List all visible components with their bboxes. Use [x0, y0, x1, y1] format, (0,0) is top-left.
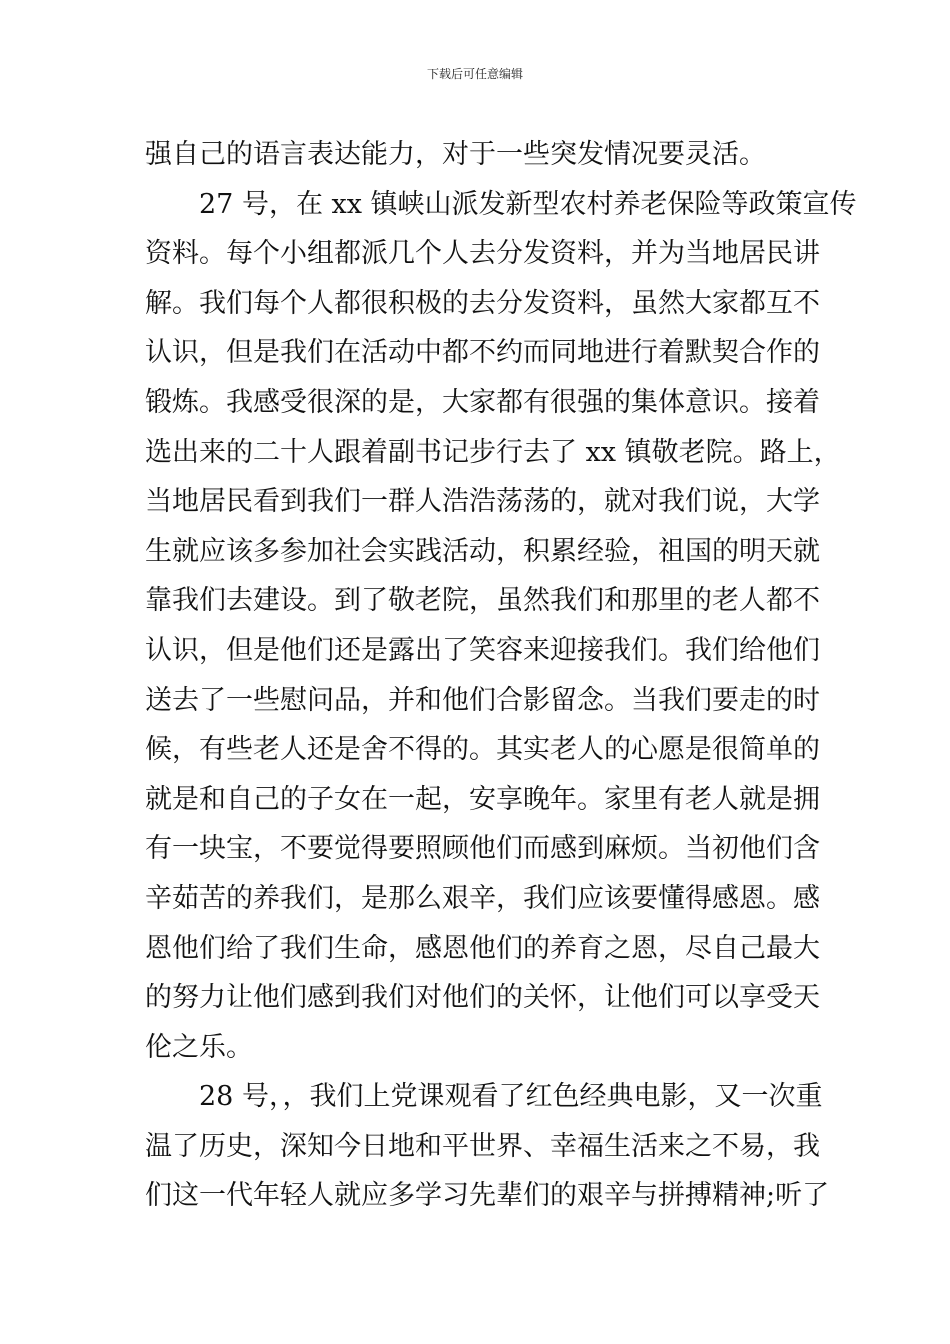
text-line: 生就应该多参加社会实践活动，积累经验，祖国的明天就	[145, 535, 820, 567]
text-line: 靠我们去建设。到了敬老院，虽然我们和那里的老人都不	[145, 585, 820, 617]
text-line: 选出来的二十人跟着副书记步行去了 xx 镇敬老院。路上，	[145, 436, 841, 468]
text-line: 当地居民看到我们一群人浩浩荡荡的，就对我们说，大学	[145, 486, 820, 518]
text-line: 辛茹苦的养我们，是那么艰辛，我们应该要懂得感恩。感	[145, 882, 820, 914]
text-line: 认识，但是我们在活动中都不约而同地进行着默契合作的	[145, 337, 820, 369]
text-line: 恩他们给了我们生命，感恩他们的养育之恩，尽自己最大	[145, 932, 820, 964]
text-line: 伦之乐。	[145, 1031, 253, 1063]
text-line: 们这一代年轻人就应多学习先辈们的艰辛与拼搏精神;听了	[145, 1180, 830, 1212]
text-line: 有一块宝，不要觉得要照顾他们而感到麻烦。当初他们含	[145, 833, 820, 865]
text-line: 候，有些老人还是舍不得的。其实老人的心愿是很简单的	[145, 734, 820, 766]
text-line: 资料。每个小组都派几个人去分发资料，并为当地居民讲	[145, 238, 820, 270]
text-line: 强自己的语言表达能力，对于一些突发情况要灵活。	[145, 139, 766, 170]
text-line: 就是和自己的子女在一起，安享晚年。家里有老人就是拥	[145, 783, 820, 815]
body-text	[145, 130, 857, 1221]
text-line: 认识，但是他们还是露出了笑容来迎接我们。我们给他们	[145, 634, 820, 666]
text-line: 送去了一些慰问品，并和他们合影留念。当我们要走的时	[145, 684, 820, 716]
page-header: 下载后可任意编辑	[426, 67, 523, 81]
text-line: 锻炼。我感受很深的是，大家都有很强的集体意识。接着	[145, 386, 820, 418]
paragraph-start-line: 27 号，在 xx 镇峡山派发新型农村养老保险等政策宣传	[199, 188, 857, 220]
text-line: 的努力让他们感到我们对他们的关怀，让他们可以享受天	[145, 982, 820, 1014]
text-line: 温了历史，深知今日地和平世界、幸福生活来之不易，我	[145, 1130, 820, 1162]
paragraph-start-line: 28 号，，我们上党课观看了红色经典电影，又一次重	[199, 1081, 823, 1113]
text-line: 解。我们每个人都很积极的去分发资料，虽然大家都互不	[145, 287, 820, 319]
